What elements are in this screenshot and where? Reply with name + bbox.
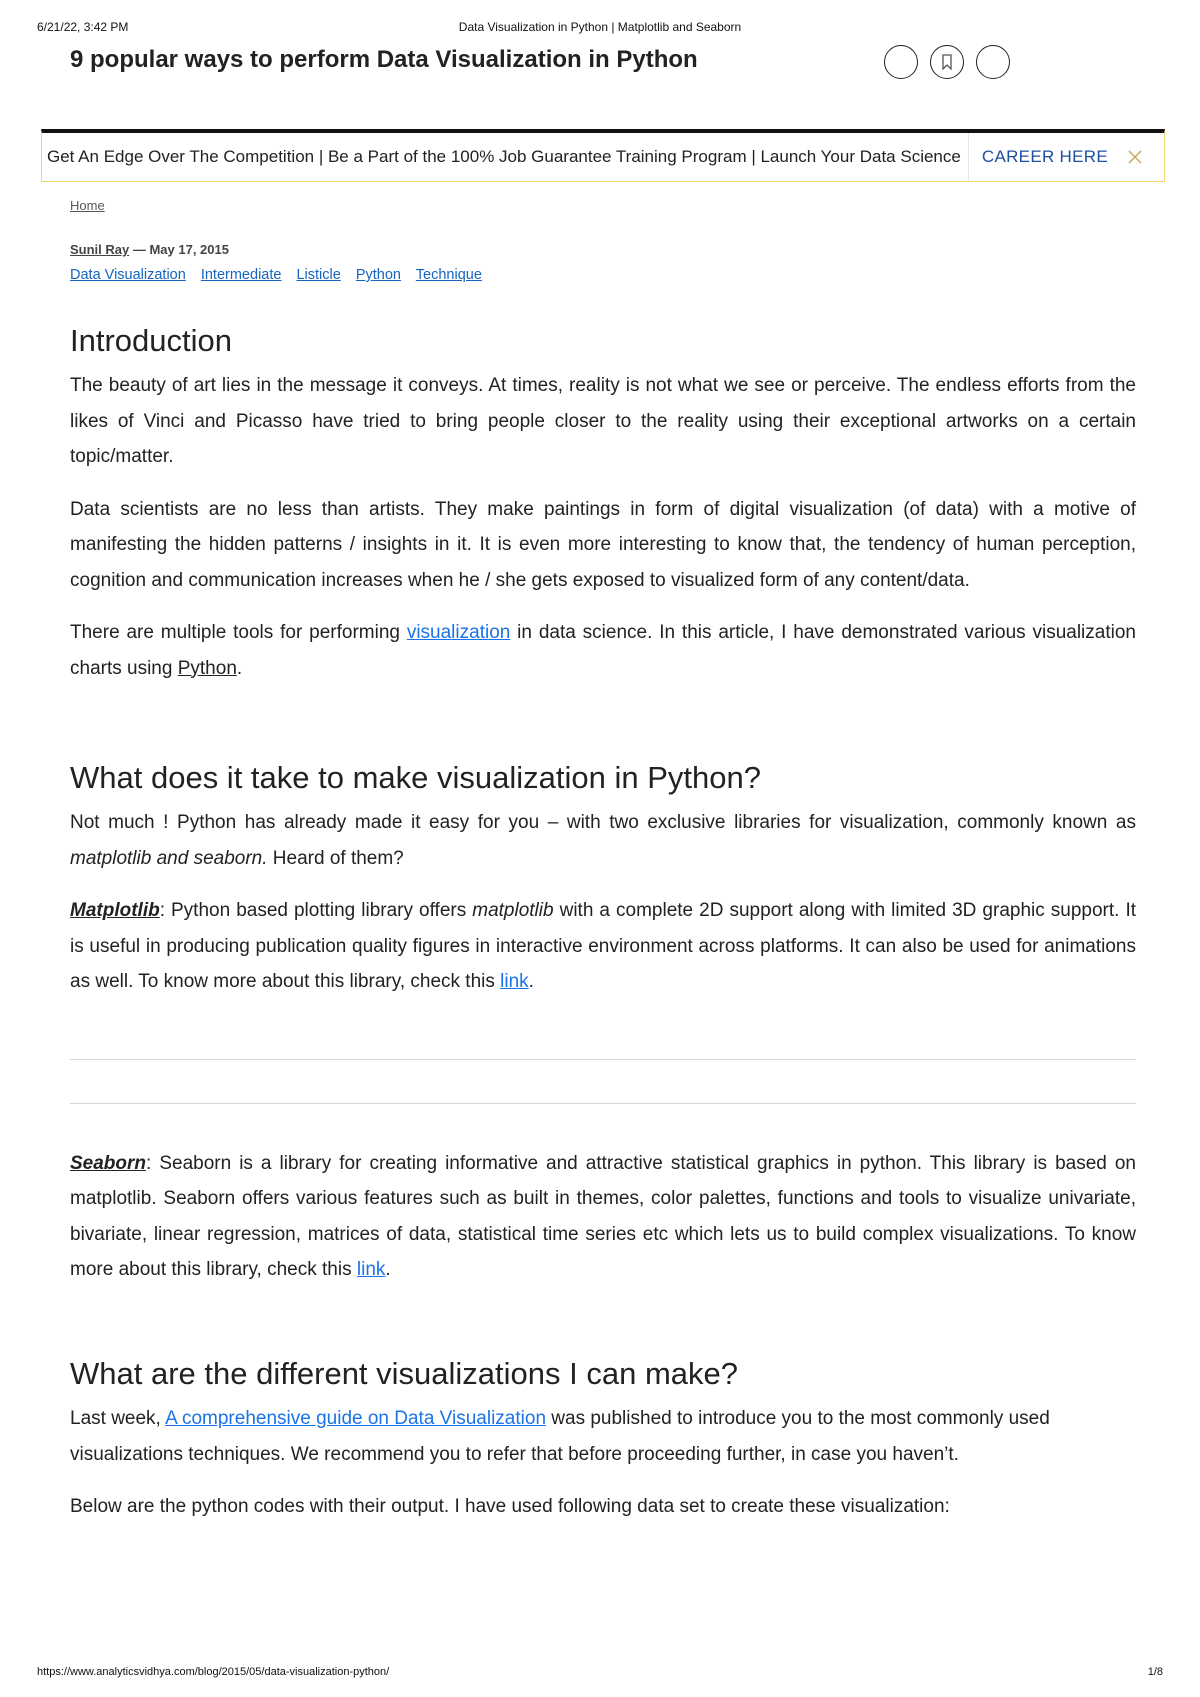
text-run: in data science. In this article, I have demonstrated various visualization charts using [70, 622, 1136, 679]
print-date: 6/21/22, 3:42 PM [37, 20, 129, 34]
text-run: : Python based plotting library offers [159, 900, 473, 922]
data-viz-guide-link[interactable]: A comprehensive guide on Data Visualization [165, 1408, 547, 1430]
section-heading: What does it take to make visualization in Python? [70, 760, 761, 796]
career-here-button[interactable]: CAREER HERE [968, 133, 1128, 181]
article-body [70, 322, 1136, 1542]
text-run: matplotlib and seaborn. [70, 847, 268, 869]
library-name: Matplotlib [70, 900, 160, 922]
author-link[interactable]: Sunil Ray [70, 242, 130, 257]
tag-link[interactable]: Data Visualization [70, 267, 186, 283]
paragraph [70, 893, 1136, 1000]
paragraph [70, 805, 1136, 876]
circle-icon[interactable] [976, 45, 1010, 79]
article-title: 9 popular ways to perform Data Visualization in Python [70, 46, 698, 73]
section-heading: Introduction [70, 323, 232, 358]
text-run: with a complete 2D support along with limited 3D graphic support. It is useful in producing publication quality figures in interactive environment across platforms. It can also be used for animations as well. To know more about this library, check this [70, 900, 1137, 993]
article-actions [884, 45, 1010, 79]
article-meta [70, 242, 229, 257]
text-run: Not much ! Python has already made it easy for you – with two exclusive libraries for visualization, commonly known as [70, 812, 1136, 834]
paragraph [70, 615, 1136, 686]
text-run: Heard of them? [267, 847, 404, 869]
matplotlib-link[interactable]: link [500, 971, 529, 993]
tag-list [70, 267, 493, 283]
close-icon[interactable] [1128, 150, 1164, 164]
tag-link[interactable]: Python [355, 267, 401, 283]
bookmark-icon[interactable] [930, 45, 964, 79]
circle-icon[interactable] [884, 45, 918, 79]
paragraph: Below are the python codes with their output. I have used following data set to create these visualization: [70, 1496, 950, 1518]
text-run: was published to introduce you to the most commonly used visualizations techniques. We recommend you to refer that before proceeding further, in case you haven’t. [70, 1408, 1050, 1465]
breadcrumb-home-link[interactable]: Home [70, 198, 105, 213]
text-run: . [385, 1259, 391, 1281]
python-link[interactable]: Python [177, 657, 237, 679]
promo-banner [41, 129, 1165, 182]
paragraph: Data scientists are no less than artists. They make paintings in form of digital visualization (of data) with a motive of manifesting the hidden patterns / insights in it. It is even more interesting to know that, the tendency of human perception, cognition and communication increases when he / she gets exposed to visualized form of any content/data. [70, 498, 1136, 591]
seaborn-link[interactable]: link [356, 1259, 386, 1281]
text-run: matplotlib [472, 900, 554, 922]
paragraph: The beauty of art lies in the message it conveys. At times, reality is not what we see or perceive. The endless efforts from the likes of Vinci and Picasso have tried to bring people closer to the reality using their exceptional artworks on a certain topic/matter. [70, 375, 1136, 468]
page-number: 1/8 [1147, 1666, 1163, 1678]
library-name: Seaborn [70, 1152, 147, 1174]
publish-date: — May 17, 2015 [129, 242, 229, 257]
section-heading: What are the different visualizations I can make? [70, 1355, 738, 1391]
print-url: https://www.analyticsvidhya.com/blog/2015/05/data-visualization-python/ [37, 1666, 390, 1678]
text-run: There are multiple tools for performing [70, 622, 407, 644]
tag-link[interactable]: Intermediate [200, 267, 282, 283]
promo-text: Get An Edge Over The Competition | Be a Part of the 100% Job Guarantee Training Program | Launch Your Data Science [47, 147, 961, 166]
paragraph [70, 1401, 1136, 1472]
text-run: . [236, 657, 243, 679]
tag-link[interactable]: Listicle [296, 267, 341, 283]
tag-link[interactable]: Technique [415, 267, 482, 283]
visualization-link[interactable]: visualization [406, 622, 511, 644]
text-run: . [528, 971, 534, 993]
text-run: : Seaborn is a library for creating informative and attractive statistical graphics in python. This library is based on matplotlib. Seaborn offers various features such as built in themes, color palettes, functions and tools to visualize univariate, bivariate, linear regression, matrices of data, statistical time series etc which lets us to build complex visualizations. To know more about this library, check this [70, 1152, 1136, 1281]
paragraph [70, 1146, 1136, 1288]
breadcrumb [70, 198, 105, 213]
print-page-title: Data Visualization in Python | Matplotlib and Seaborn [458, 20, 742, 34]
text-run: Last week, [70, 1408, 166, 1430]
